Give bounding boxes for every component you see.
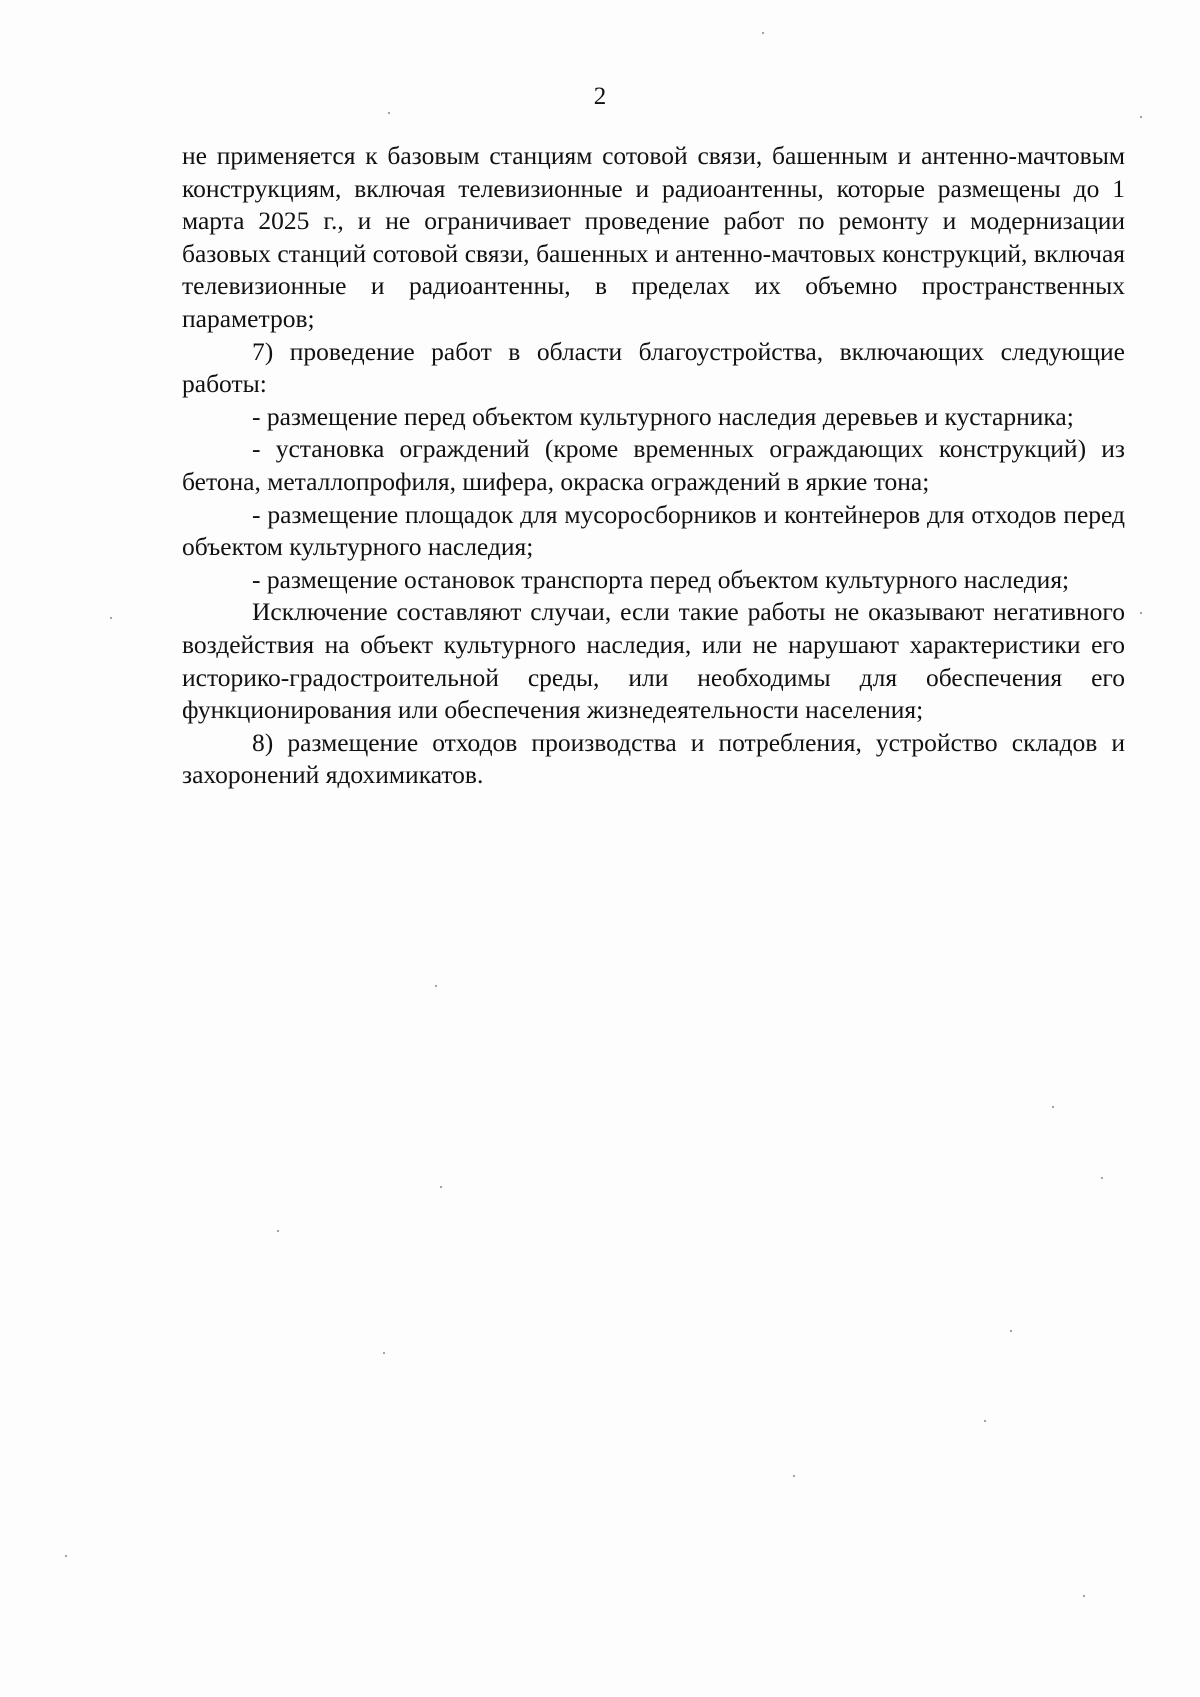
scan-speck — [277, 1230, 279, 1232]
page-number: 2 — [593, 83, 607, 110]
scan-speck — [984, 1420, 986, 1422]
scan-speck — [440, 1186, 442, 1188]
paragraph-dash-fences: - установка ограждений (кроме временных ограждающих конструкций) из бетона, металлопрофиля, шифера, окраска ограждений в яркие тона; — [182, 434, 1125, 496]
paragraph-item-8: 8) размещение отходов производства и потребления, устройство складов и захоронений ядохимикатов. — [182, 727, 1125, 790]
paragraph-dash-transport-stops: - размещение остановок транспорта перед объектом культурного наследия; — [252, 564, 1070, 594]
scan-speck — [383, 1352, 385, 1354]
scan-speck — [110, 617, 112, 619]
scan-speck — [1101, 1177, 1103, 1179]
scan-speck — [762, 32, 764, 34]
scan-speck — [1140, 116, 1142, 118]
scan-speck — [1010, 1330, 1012, 1332]
document-body — [182, 140, 1125, 792]
paragraph-dash-trees: - размещение перед объектом культурного наследия деревьев и кустарника; — [252, 401, 1074, 431]
scan-speck — [388, 112, 390, 114]
paragraph-item-7: 7) проведение работ в области благоустройства, включающих следующие работы: — [182, 336, 1125, 399]
scan-speck — [793, 1475, 795, 1477]
paragraph-exception: Исключение составляют случаи, если такие работы не оказывают негативного воздействия на объект культурного наследия, или не нарушают характеристики его историко-градостроительной среды, или необходимы для обеспечения его функционирования или обеспечения жизнедеятельности населения; — [182, 597, 1125, 725]
scan-speck — [1140, 612, 1142, 614]
scan-speck — [65, 1555, 67, 1557]
scan-speck — [1052, 1106, 1054, 1108]
scan-speck — [435, 985, 437, 987]
scan-speck — [1083, 1595, 1085, 1597]
paragraph-dash-waste-sites: - размещение площадок для мусоросборников и контейнеров для отходов перед объектом культурного наследия; — [182, 499, 1125, 562]
paragraph-continuation: не применяется к базовым станциям сотовой связи, башенным и антенно-мачтовым конструкциям, включая телевизионные и радиоантенны, которые размещены до 1 марта 2025 г., и не ограничивает проведение работ по ремонту и модернизации базовых станций сотовой связи, башенных и антенно-мачтовых конструкций, включая телевизионные и радиоантенны, в пределах их объемно пространственных параметров; — [182, 141, 1125, 333]
